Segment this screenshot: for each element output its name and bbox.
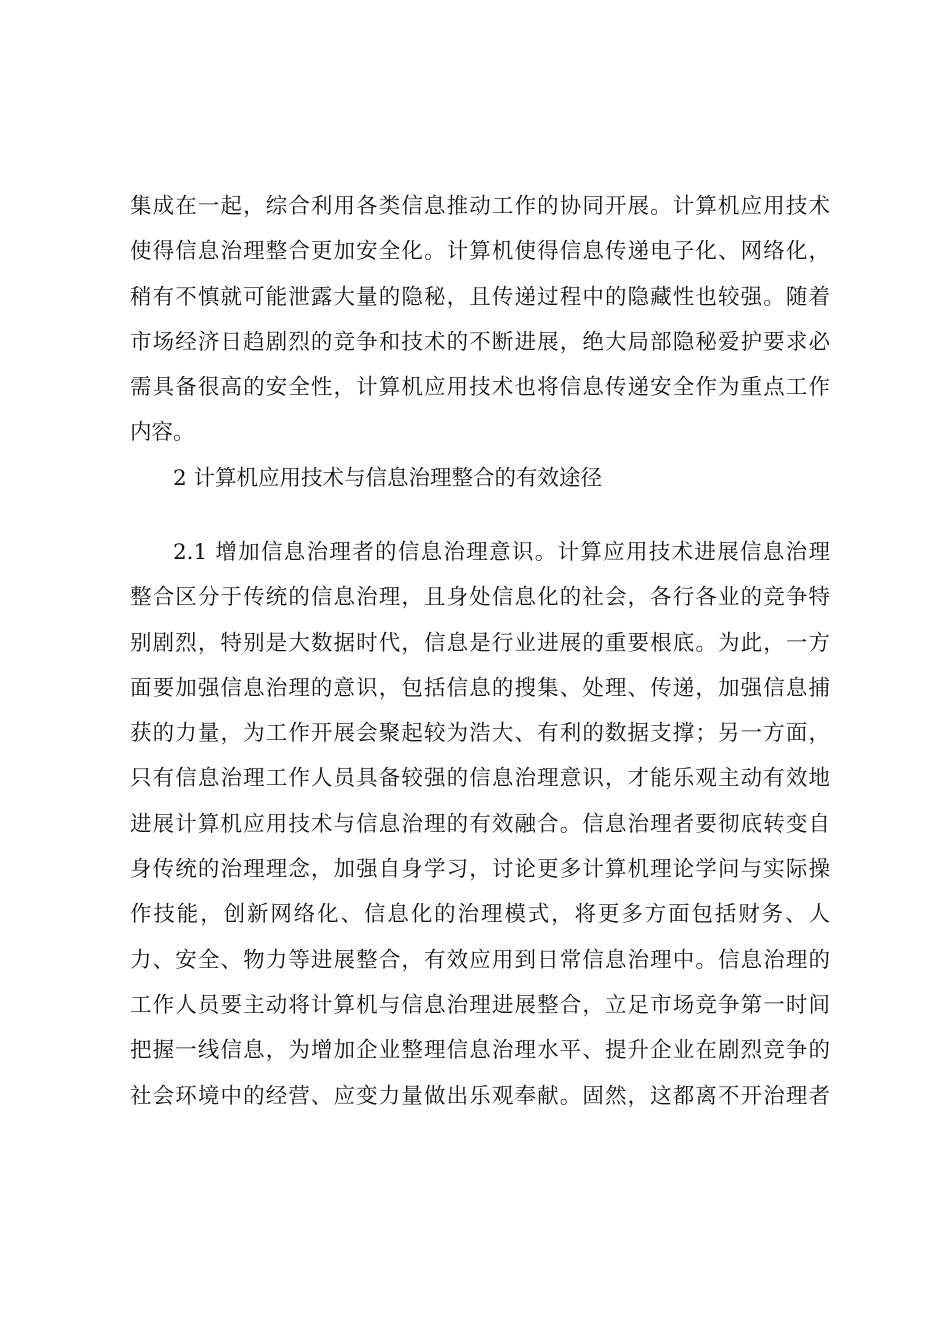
- paragraph-1-line-2: 使得信息治理整合更加安全化。计算机使得信息传递电子化、网络化，: [130, 239, 830, 265]
- section-heading: 2 计算机应用技术与信息治理整合的有效途径: [173, 465, 603, 491]
- paragraph-2-line-9: 作技能，创新网络化、信息化的治理模式，将更多方面包括财务、人: [130, 902, 830, 928]
- paragraph-2-line-7: 进展计算机应用技术与信息治理的有效融合。信息治理者要彻底转变自: [130, 811, 830, 837]
- paragraph-1-line-3: 稍有不慎就可能泄露大量的隐秘，且传递过程中的隐藏性也较强。随着: [130, 284, 830, 310]
- paragraph-2-line-6: 只有信息治理工作人员具备较强的信息治理意识，才能乐观主动有效地: [130, 766, 830, 792]
- paragraph-1-line-1: 集成在一起，综合利用各类信息推动工作的协同开展。计算机应用技术: [130, 194, 830, 219]
- paragraph-1-line-6: 内容。: [130, 420, 195, 446]
- paragraph-1-line-4: 市场经济日趋剧烈的竞争和技术的不断进展，绝大局部隐秘爱护要求必: [130, 329, 830, 355]
- paragraph-1-line-5: 需具备很高的安全性，计算机应用技术也将信息传递安全作为重点工作: [130, 375, 830, 401]
- paragraph-2-line-2: 整合区分于传统的信息治理，且身处信息化的社会，各行各业的竞争特: [130, 585, 830, 611]
- paragraph-2-line-13: 社会环境中的经营、应变力量做出乐观奉献。固然，这都离不开治理者: [130, 1083, 830, 1109]
- paragraph-2-line-4: 面要加强信息治理的意识，包括信息的搜集、处理、传递，加强信息捕: [130, 675, 830, 701]
- paragraph-1: [130, 184, 830, 501]
- paragraph-2-line-3: 别剧烈，特别是大数据时代，信息是行业进展的重要根底。为此，一方: [130, 630, 830, 656]
- paragraph-2-line-8: 身传统的治理理念，加强自身学习，讨论更多计算机理论学问与实际操: [130, 857, 830, 883]
- paragraph-2: [130, 530, 830, 1119]
- paragraph-2-line-10: 力、安全、物力等进展整合，有效应用到日常信息治理中。信息治理的: [130, 947, 830, 973]
- paragraph-2-line-5: 获的力量，为工作开展会聚起较为浩大、有利的数据支撑；另一方面，: [130, 721, 830, 747]
- paragraph-2-line-12: 把握一线信息，为增加企业整理信息治理水平、提升企业在剧烈竞争的: [130, 1038, 830, 1064]
- paragraph-2-line-11: 工作人员要主动将计算机与信息治理进展整合，立足市场竞争第一时间: [130, 992, 830, 1018]
- paragraph-2-line-1: 2.1 增加信息治理者的信息治理意识。计算应用技术进展信息治理: [173, 540, 830, 565]
